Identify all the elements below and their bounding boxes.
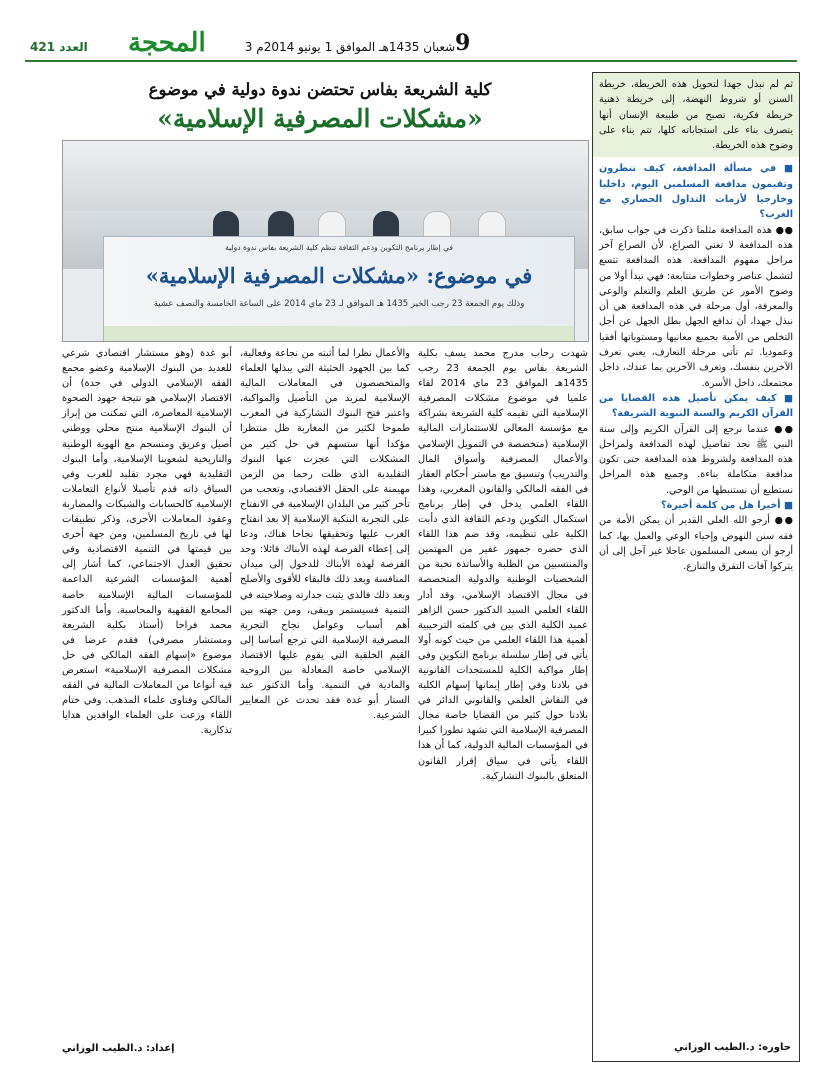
interview-answer: ●● أرجو الله العلي القدير أن يمكن الأمة من فقه سنن النهوض وإحياء الوعي والعمل بها، كما أرجو أن يسعى المسلمون عاجلا غير آجل إلى أن يتركوا آفات التفرق والتنازع. bbox=[599, 515, 793, 573]
interview-sidebar bbox=[592, 72, 800, 1062]
photo-wall bbox=[63, 141, 588, 211]
banner-theme: في موضوع: «مشكلات المصرفية الإسلامية» bbox=[145, 263, 533, 288]
sidebar-intro-box bbox=[593, 73, 799, 157]
article-column-middle bbox=[240, 346, 410, 1046]
interview-answer: ●● عندما نرجع إلى القرآن الكريم وإلى سنة النبي ﷺ نجد تفاصيل لهذه المدافعة ولمراحل هذه المدافعة ولشروط هذه المدافعة حتى تكون مدافعة متكاملة بناءة. وجميع هذه المراحل نستطيع أن نستنبطها من الوحي. bbox=[599, 423, 793, 496]
interview-question: ■ كيف يمكن تأصيل هذه القضايا من القرآن الكريم والسنة النبوية الشريفة؟ bbox=[599, 392, 793, 420]
article-paragraph: والأعمال نظرا لما أثبته من نجاعة وفعالية، كما بين الجهود الحثيثة التي يبذلها العلماء والمتخصصون في المعاملات المالية الإسلامية لمزيد من التأصيل والمواكبة، واعتبر فتح البنوك التشاركية في المغرب طموحا لكثير من المغاربة ظل منتظرا مؤكدا أنها ستسهم في حل كثير من المشكلات التي عجزت عنها البنوك التقليدية الذي ظلت رحما من الزمن مهيمنة على الحقل الاقتصادي، وتعجب من تأخر كثير من البلدان الإسلامية في الانفتاح على التجربة البنكية الإسلامية إلا بعد انفتاح الغرب عليها وتحقيقها نجاحا هناك، ودعا إلى إعطاء الفرصة لهذه الأبناك قائلا: وجد الفرصة لهذه الأبناك للدخول إلى ميدان المنافسة وبعد ذلك فالبقاء للأقوى والأصلح وبعد ذلك فالذي يثبت جدارته وصلاحيته في التنمية فسيستمر ويبقى، ومن جهته بين أهم أسباب وعوامل نجاح التجربة المصرفية الإسلامية التي ترجع أساسا إلى القيم الخلقية التي يقوم عليها الاقتصاد الإسلامي خاصة المعادلة بين الروحية والمادية في التنمية. وأما الدكتور عبد الستار أبو غدة فقد تحدث عن المعايير الشرعية. bbox=[240, 348, 410, 722]
page-header bbox=[0, 0, 822, 68]
sidebar-intro: ثم لم نبذل جهدا لتحويل هذه الخريطة، خريطة السنن أو شروط النهضة، إلى خريطة ذهنية خريطة فكرية، تصبح من طبيعة الإنسان أنها يتصرف بناء على استجاباته كلها، تتم بناء على وضوح هذه الخريطة. bbox=[599, 79, 793, 152]
article-author: إعداد: د.الطيب الوزاني bbox=[62, 1042, 175, 1054]
article-column-right bbox=[418, 346, 588, 1046]
article-column-left bbox=[62, 346, 232, 1056]
header-divider bbox=[25, 60, 797, 62]
magazine-brand bbox=[28, 28, 238, 62]
page-number: 9 bbox=[455, 30, 471, 56]
interview-question: ■ أخيرا هل من كلمة أخيرة؟ bbox=[661, 500, 793, 512]
banner-bar bbox=[104, 326, 574, 342]
article-paragraph: أبو غدة (وهو مستشار اقتصادي شرعي للعديد من البنوك الإسلامية وعضو مجمع الفقه الإسلامي الدولي في جدة) أن الاقتصاد الإسلامي هو نتيجة جهود الصحوة الإسلامية المعاصرة، التي تمكنت من إبراز أن البنوك الإسلامية منتج محلي ووطني أصيل وعريق ومنسجم مع الهوية الوطنية والتاريخية لشعوبنا الإسلامية، وأما البنوك التقليدية فهي مجرد تقليد للغرب وفي السياق ذاته قدم تأصيلا لأنواع التعاملات الإسلامية كالحسابات والشيكات والمضاربة وعقود المعاملات الأخرى، وذكر تطبيقات لها في تاريخ المسلمين، ومن جهة أخرى بين قيمتها في التنمية الاقتصادية وفي تحقيق العدل الاجتماعي، كما أشار إلى أهمية المؤسسات الشرعية الداعمة للمؤسسات المالية الإسلامية خاصة المجامع الفقهية والمحاسبة. وأما الدكتور محمد فراحا (أستاذ بكلية الشريعة ومستشار مصرفي) فقدم عرضا في موضوع «إسهام الفقه المالكي في حل مشكلات المصرفية الإسلامية» استعرض فيه أنواعا من المعاملات المالية في الفقه المالكي وفتاوى علماء المذهب. وفي ختام اللقاء وزعت على العلماء الوافدين هدايا تذكارية. bbox=[62, 348, 232, 737]
banner-line-3: وذلك يوم الجمعة 23 رجب الخير 1435 هـ الموافق لـ 23 ماي 2014 على الساعة الخامسة والنصف عشية bbox=[153, 299, 525, 309]
issue-number: العدد 421 bbox=[30, 40, 88, 54]
article-subtitle: «مشكلات المصرفية الإسلامية» bbox=[157, 104, 483, 133]
magazine-name: المحجة bbox=[128, 28, 206, 58]
interview-answer: ●● هذه المدافعة مثلما ذكرت في جواب سابق، هذه المدافعة لا تعني الصراع، لأن الصراع آخر مراحل مفهوم المدافعة. هذه المدافعة تتسع لتشمل عناصر وخطوات متتابعة: فهي تبدأ أولا من وضوح الأمور عن طريق العلم والتعلم والوعي والمعرفة، أول مرحلة في هذه المدافعة هي أن نبذل جهدا، أن ندافع الجهل بطل الجهل عن أجل التخلص من الأمية بجميع معانيها ومستوياتها أفقيا وعموديا. ثم تأتي مرحلة التعارف، يعني تعرف الآخرين بنفسك، وتعرف الآخرين بما عندك، داخل مجتمعك، داخل الأسرة. bbox=[599, 224, 793, 389]
issue-date: 3 شعبان 1435هـ الموافق 1 يونيو 2014م bbox=[244, 40, 456, 54]
banner-line-1: في إطار برنامج التكوين ودعم الثقافة تنظم كلية الشريعة بفاس ندوة دولية bbox=[225, 243, 453, 252]
interviewer-credit: حاوره: د.الطيب الوزاني bbox=[674, 1041, 791, 1053]
interview-question: ■ في مسألة المدافعة، كيف تنظرون وتقيمون مدافعة المسلمين اليوم، داخليا وخارجيا لأزمات التداول الحضاري مع الغرب؟ bbox=[599, 163, 793, 221]
article-paragraph: شهدت رحاب مدرج محمد يسف بكلية الشريعة بفاس يوم الجمعة 23 رجب 1435هـ الموافق 23 ماي 2014 لقاء علميا في موضوع مشكلات المصرفية الإسلامية التي تقيمه كلية الشريعة بشراكة مع مؤسسة المعالي للاستثمارات المالية الإسلامية (متخصصة في التمويل الإسلامي والأعمال المصرفية وأسواق المال والتدريب) وتنسيق مع ماستر أحكام العقار في الفقه المالكي والقانون المغربي، وهذا اللقاء العلمي يدخل في إطار برنامج استكمال التكوين ودعم الثقافة الذي دأبت الكلية على تنظيمه، وقد ضم هذا اللقاء الذي حضره جمهور غفير من المهتمين والمنتسبين من الطلبة والأساتذة نخبة من الشخصيات الوطنية والدولية المتخصصة في مجال الاقتصاد الإسلامي، وقد أدار اللقاء العلمي السيد الدكتور حسن الزاهر عميد الكلية الذي بين في كلمته الترحيبية أهمية هذا اللقاء العلمي من حيث كونه أولا يأتي في إطار سلسلة برنامج التكوين وفي إطار مواكبة الكلية للمستجدات القانونية في بلادنا وفي إطار إيمانها إسهام الكلية في النقاش العلمي والقانوني الدائر في بلادنا حول كثير من القضايا خاصة مجال المصرفية الإسلامية التي تشهد تطورا كبيرا في المؤسسات المالية الدولية، كما أن هذا اللقاء يأتي في سياق إقرار القانون المتعلق بالبنوك التشاركية. bbox=[418, 348, 588, 782]
article-title: كلية الشريعة بفاس تحتضن ندوة دولية في موضوع bbox=[148, 80, 492, 99]
conference-banner bbox=[103, 236, 575, 342]
conference-photo bbox=[62, 140, 589, 342]
